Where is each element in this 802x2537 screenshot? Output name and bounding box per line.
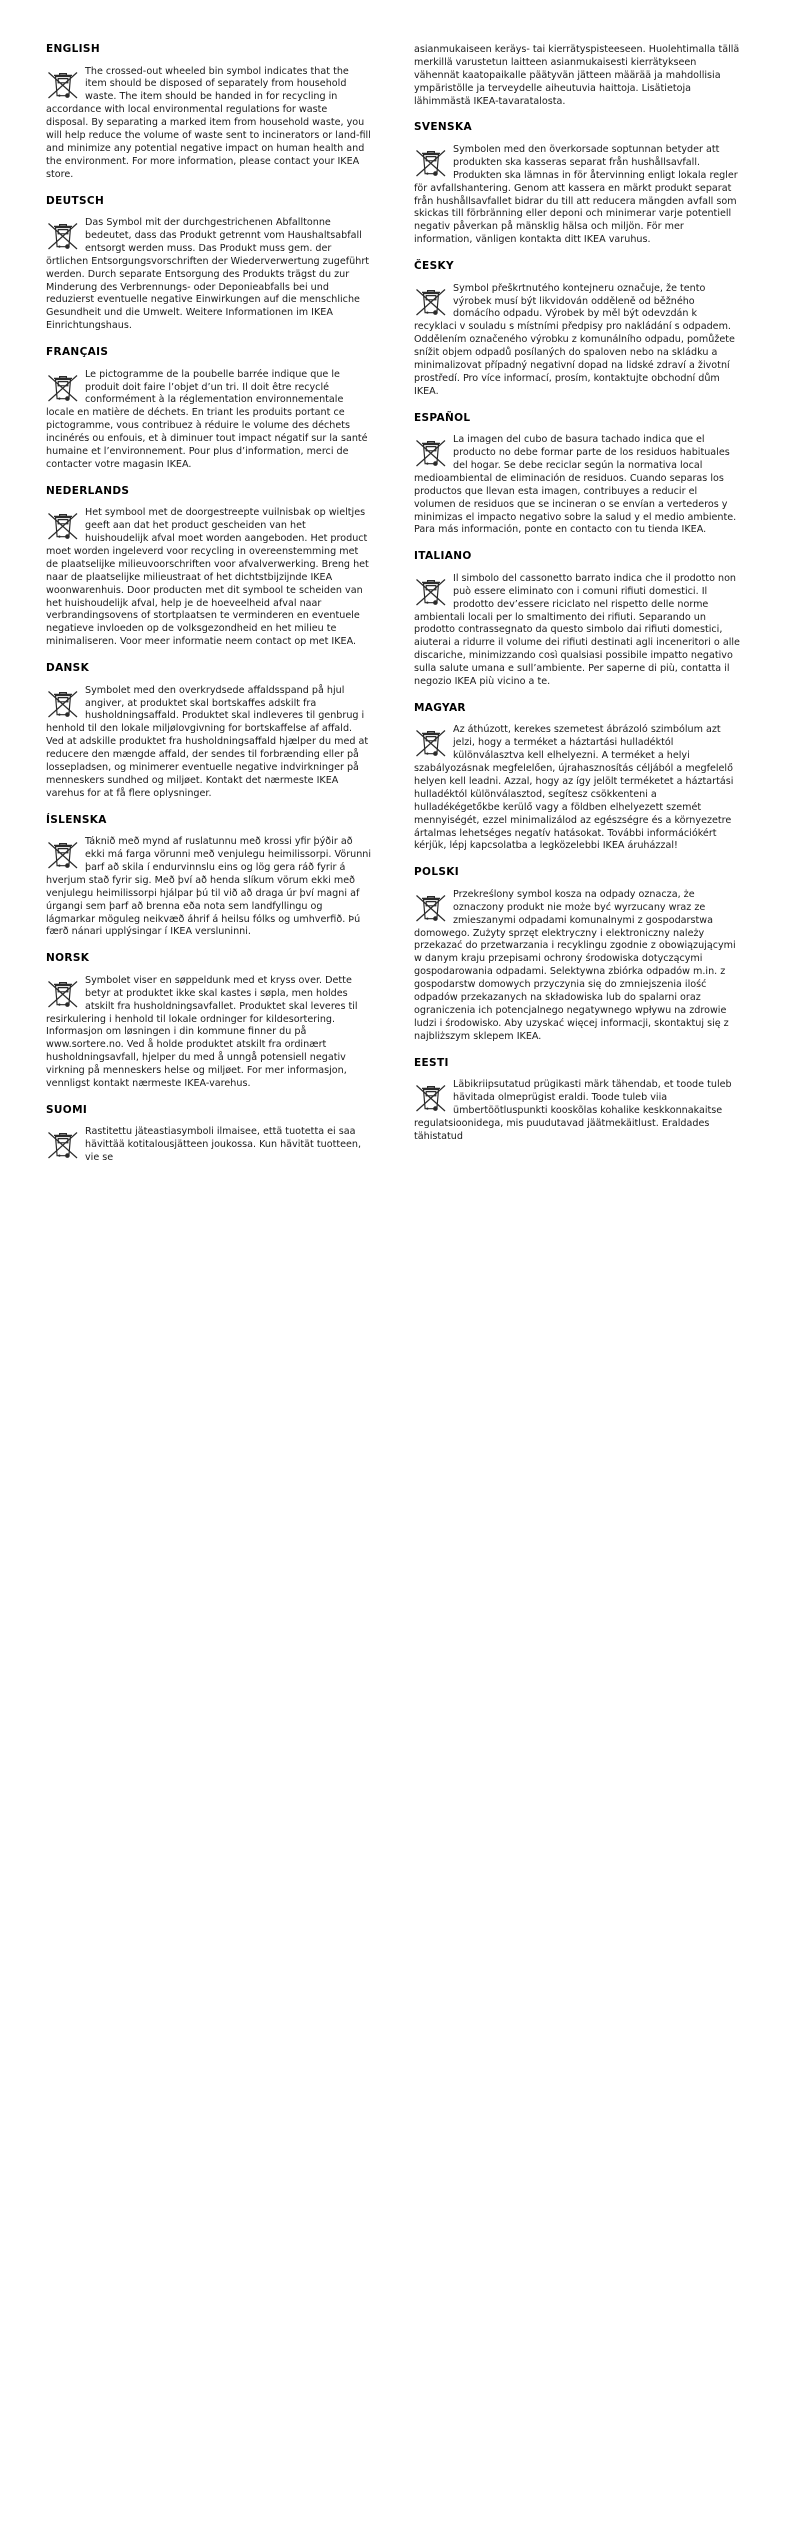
two-column-layout: [46, 44, 756, 1167]
section-body: [46, 507, 372, 649]
language-heading: ENGLISH: [46, 43, 100, 55]
section-body: [46, 685, 372, 801]
language-section-svenska: [414, 122, 740, 247]
section-body: [414, 889, 740, 1044]
language-heading: ITALIANO: [414, 550, 472, 563]
crossed-out-wheeled-bin-icon: [414, 145, 448, 181]
language-section-suomi-continued: [414, 44, 740, 108]
crossed-out-wheeled-bin-icon: [414, 725, 448, 761]
language-heading: ESPAÑOL: [414, 411, 471, 424]
language-section-dansk: [46, 663, 372, 801]
language-section-deutsch: [46, 196, 372, 334]
section-body: [414, 724, 740, 853]
language-heading: SUOMI: [46, 1103, 88, 1116]
section-text: Het symbool met de doorgestreepte vuilnisbak op wieltjes geeft aan dat het product gescheiden van het huishoudelijk afval moet worden aangeboden. Het product moet worden ingeleverd voor recycling in overeenstemming met de plaatselijke milieuvoorschriften voor afvalverwerking. Breng het naar de plaatselijke milieustraat of het dichtstbijzijnde IKEA woonwarenhuis. Door producten met dit symbool te scheiden van het huishoudelijk afval, help je de hoeveelheid afval naar verbrandingsovens of stortplaatsen te verminderen en eventuele negatieve invloeden op de volksgezondheid en het milieu te minimaliseren. Voor meer informatie neem contact op met IKEA.: [46, 507, 369, 648]
crossed-out-wheeled-bin-icon: [46, 976, 80, 1012]
section-text: Läbikriipsutatud prügikasti märk tähendab, et toode tuleb hävitada olmeprügist eraldi. Toode tuleb viia ümbertöötluspunkti kooskõlas kohalike keskkonnakaitse regulatsioonidega, mis puudutavad jäätmekäitlust. Eraldades tähistatud: [414, 1079, 732, 1142]
language-section-polski: [414, 867, 740, 1043]
language-heading: ČESKY: [414, 260, 454, 273]
crossed-out-wheeled-bin-icon: [414, 1080, 448, 1116]
language-section-norsk: [46, 953, 372, 1091]
language-section-english: [46, 44, 372, 182]
left-column: [46, 44, 372, 1167]
section-body: [414, 573, 740, 689]
language-heading: POLSKI: [414, 866, 460, 879]
section-text: Il simbolo del cassonetto barrato indica che il prodotto non può essere eliminato con i comuni rifiuti domestici. Il prodotto dev’essere riciclato nel rispetto delle norme ambientali locali per lo smaltimento dei rifiuti. Separando un prodotto contrassegnato da questo simbolo dai rifiuti domestici, aiuterai a ridurre il volume dei rifiuti destinati agli inceneritori o alle discariche, minimizzando così qualsiasi possibile impatto negativo sulla salute umana e sull’ambiente. Per saperne di più, contatta il negozio IKEA più vicino a te.: [414, 572, 740, 688]
language-section-francais: [46, 347, 372, 472]
language-section-italiano: [414, 551, 740, 689]
section-text: La imagen del cubo de basura tachado indica que el producto no debe formar parte de los residuos habituales del hogar. Se debe reciclar según la normativa local medioambiental de eliminación de residuos. Cuando separas los productos que llevan esta imagen, contribuyes a reducir el volumen de residuos que se incineran o se envían a vertederos y minimizas el impacto negativo sobre la salud y el medio ambiente. Para más información, ponte en contacto con tu tienda IKEA.: [414, 434, 737, 536]
section-body: [46, 836, 372, 939]
section-body: [414, 144, 740, 247]
section-text: Symbolet med den overkrydsede affaldsspand på hjul angiver, at produktet skal bortskaffes adskilt fra husholdningsaffald. Produktet skal indleveres til genbrug i henhold til den lokale miljølovgivning for bortskaffelse af affald. Ved at adskille produktet fra husholdningsaffald hjælper du med at reducere den mængde affald, der sendes til forbrænding eller på lossepladsen, og minimerer eventuelle negative indvirkninger på menneskers sundhed og miljøet. Kontakt det nærmeste IKEA varehus for at få flere oplysninger.: [46, 684, 369, 799]
section-text: Przekreślony symbol kosza na odpady oznacza, że oznaczony produkt nie może być wyrzucany wraz ze zmieszanymi odpadami komunalnymi z gospodarstwa domowego. Zużyty sprzęt elektryczny i elektroniczny należy przekazać do przetwarzania i recyklingu zgodnie z obowiązującymi w danym kraju przepisami ochrony środowiska dotyczącymi gospodarowania odpadami. Selektywna zbiórka odpadów m.in. z gospodarstw domowych przyczynia się do zmniejszenia ilość odpadów przekazanych na składowiska lub do spalarni oraz ograniczenia ich potencjalnego negatywnego wpływu na zdrowie ludzi i środowisko. Aby uzyskać więcej informacji, skontaktuj się z najbliższym sklepem IKEA.: [414, 888, 736, 1042]
crossed-out-wheeled-bin-icon: [46, 370, 80, 406]
language-section-cesky: [414, 261, 740, 399]
crossed-out-wheeled-bin-icon: [414, 574, 448, 610]
language-section-islenska: [46, 815, 372, 940]
language-heading: FRANÇAIS: [46, 346, 109, 359]
language-heading: DEUTSCH: [46, 194, 105, 207]
section-text: Symbol přeškrtnutého kontejneru označuje, že tento výrobek musí být likvidován odděleně od běžného domácího odpadu. Výrobek by měl být odevzdán k recyklaci v souladu s místními předpisy pro nakládání s odpadem. Oddělením označeného výrobku z komunálního odpadu, pomůžete snížit objem odpadů posílaných do spaloven nebo na skládku a minimalizovat případný negativní dopad na lidské zdraví a životní prostředí. Pro více informací, prosím, kontaktujte obchodní dům IKEA.: [414, 282, 735, 397]
section-text: Táknið með mynd af ruslatunnu með krossi yfir þýðir að ekki má farga vörunni með venjulegu heimilissorpi. Vörunni þarf að skila í endurvinnslu eins og lög gera ráð fyrir á hverjum stað fyrir sig. Með því að henda slíkum vörum ekki með venjulegu heimilissorpi hjálpar þú til við að draga úr því magni af úrgangi sem þarf að brenna eða nota sem landfyllingu og lágmarkar möguleg neikvæð áhrif á heilsu fólks og umhverfið. Þú færð nánari upplýsingar í IKEA versluninni.: [46, 836, 372, 938]
language-heading: SVENSKA: [414, 121, 472, 134]
crossed-out-wheeled-bin-icon: [414, 435, 448, 471]
crossed-out-wheeled-bin-icon: [46, 837, 80, 873]
language-heading: NEDERLANDS: [46, 484, 130, 497]
section-body: [46, 217, 372, 333]
language-heading: ÍSLENSKA: [46, 813, 107, 826]
language-heading: NORSK: [46, 952, 90, 965]
crossed-out-wheeled-bin-icon: [46, 1127, 80, 1163]
section-text: Symbolen med den överkorsade soptunnan betyder att produkten ska kasseras separat från hushållsavfall. Produkten ska lämnas in för återvinning enligt lokala regler för avfallshantering. Genom att kassera en märkt produkt separat från hushållsavfallet bidrar du till att reducera mängden avfall som skickas till förbränning eller deponi och minimerar varje potentiell negativ påverkan på mänsklig hälsa och miljön. För mer information, vänligen kontakta ditt IKEA varuhus.: [414, 144, 738, 246]
language-section-nederlands: [46, 486, 372, 649]
crossed-out-wheeled-bin-icon: [46, 686, 80, 722]
right-column: [414, 44, 740, 1146]
section-text: The crossed-out wheeled bin symbol indicates that the item should be disposed of separately from household waste. The item should be handed in for recycling in accordance with local environmental regulations for waste disposal. By separating a marked item from household waste, you will help reduce the volume of waste sent to incinerators or land-fill and minimize any potential negative impact on human health and the environment. For more information, please contact your IKEA store.: [46, 65, 371, 180]
section-text: Le pictogramme de la poubelle barrée indique que le produit doit faire l’objet d’un tri. Il doit être recyclé conformément à la réglementation environnementale locale en matière de déchets. En triant les produits portant ce pictogramme, vous contribuez à réduire le volume des déchets incinérés ou enfouis, et à diminuer tout impact négatif sur la santé humaine et l’environnement. Pour plus d’information, merci de contacter votre magasin IKEA.: [46, 368, 368, 470]
language-section-espanol: [414, 413, 740, 538]
section-body: [46, 369, 372, 472]
section-text: Rastitettu jäteastiasymboli ilmaisee, että tuotetta ei saa hävittää kotitalousjätteen joukossa. Kun hävität tuotteen, vie se: [85, 1126, 362, 1164]
section-text: Az áthúzott, kerekes szemetest ábrázoló szimbólum azt jelzi, hogy a terméket a háztartási hulladéktól különválasztva kell elhelyezni. A terméket a helyi szabályozásnak megfelelően, újrahasznosítás céljából a megfelelő helyen kell leadni. Azzal, hogy az így jelölt terméketet a háztartási hulladéktól különválasztod, segítesz csökkenteni a hulladékégetőkbe kerülő vagy a földben elhelyezett szemét mennyiségét, ezzel minimalizálod az egészségre és a környezetre ártalmas lehetséges negatív hatásokat. További információkért kérjük, lépj kapcsolatba a legközelebbi IKEA áruházzal!: [414, 724, 734, 852]
section-text: asianmukaiseen keräys- tai kierrätyspisteeseen. Huolehtimalla tällä merkillä varustetun laitteen asianmukaisesti kierrätykseen vähennät kaatopaikalle päätyvän jätteen määrää ja mahdollisia ympäristölle ja terveydelle aiheutuvia haittoja. Lisätietoja lähimmästä IKEA-tavaratalosta.: [414, 44, 740, 107]
language-section-eesti: [414, 1058, 740, 1144]
language-section-suomi: [46, 1105, 372, 1165]
section-body: [46, 1126, 372, 1165]
language-heading: DANSK: [46, 662, 90, 675]
section-body: [46, 66, 372, 182]
section-body: [414, 283, 740, 399]
section-body: [414, 1079, 740, 1143]
language-heading: EESTI: [414, 1056, 449, 1069]
language-section-magyar: [414, 703, 740, 853]
crossed-out-wheeled-bin-icon: [414, 890, 448, 926]
crossed-out-wheeled-bin-icon: [46, 508, 80, 544]
section-body: [414, 434, 740, 537]
crossed-out-wheeled-bin-icon: [46, 218, 80, 254]
section-body: [414, 44, 740, 108]
section-text: Das Symbol mit der durchgestrichenen Abfalltonne bedeutet, dass das Produkt getrennt vom Haushaltsabfall entsorgt werden muss. Das Produkt muss gem. der örtlichen Entsorgungsvorschriften der Wiederverwertung zugeführt werden. Durch separate Entsorgung des Produkts trägst du zur Minderung des Verbrennungs- oder Deponieabfalls bei und reduzierst eventuelle negative Einwirkungen auf die menschliche Gesundheit und die Umwelt. Weitere Informationen im IKEA Einrichtungshaus.: [46, 217, 370, 332]
language-heading: MAGYAR: [414, 701, 466, 714]
section-text: Symbolet viser en søppeldunk med et kryss over. Dette betyr at produktet ikke skal kastes i søpla, men holdes atskilt fra husholdningsavfallet. Produktet skal leveres til resirkulering i henhold til lokale ordninger for kildesortering. Informasjon om løsningen i din kommune finner du på www.sortere.no. Ved å holde produktet atskilt fra ordinært husholdningsavfall, hjelper du med å unngå potensiell negativ virkning på menneskers helse og miljøet. For mer informasjon, vennligst kontakt nærmeste IKEA-varehus.: [46, 974, 358, 1090]
crossed-out-wheeled-bin-icon: [414, 284, 448, 320]
section-body: [46, 975, 372, 1091]
crossed-out-wheeled-bin-icon: [46, 67, 80, 103]
